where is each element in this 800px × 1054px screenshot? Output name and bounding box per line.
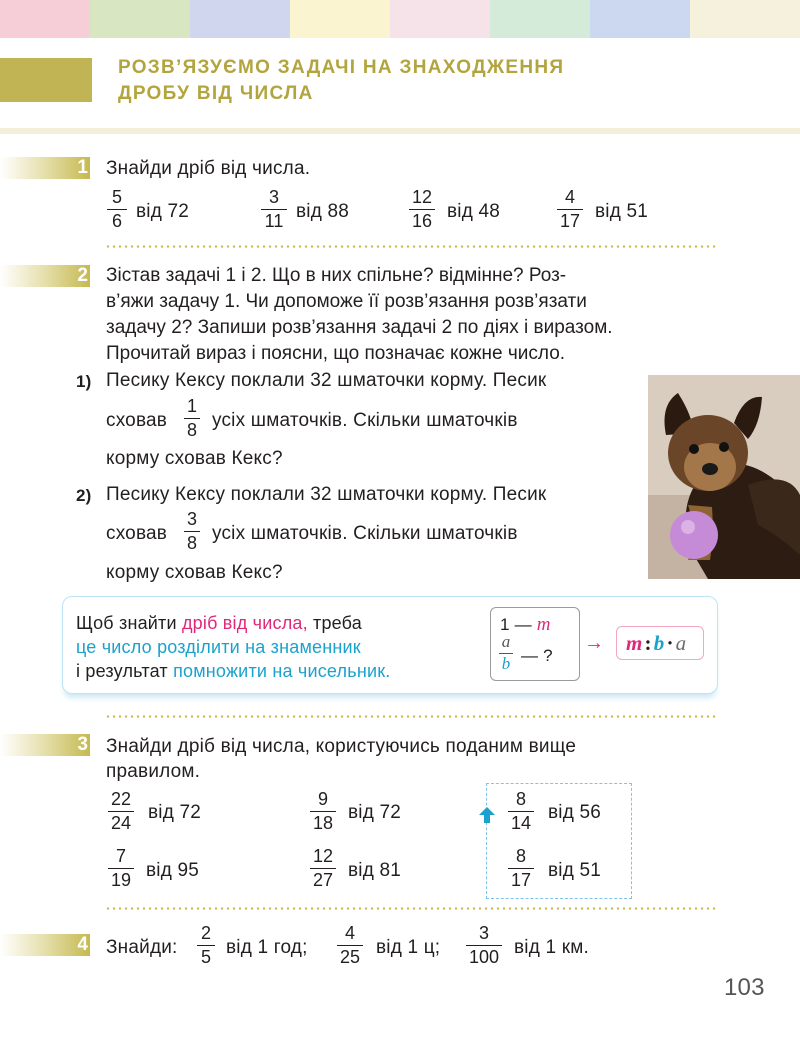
page-title-line-2: ДРОБУ ВІД ЧИСЛА [118,83,314,104]
task-3-fraction-2-denominator: 18 [312,813,334,834]
task-3-item-3-text: від 56 [548,802,602,823]
task-2-line-2: в’яжи задачу 1. Чи допоможе її розв’язання розв’язати [106,291,587,312]
task-4-fraction-3-numerator: 3 [478,923,489,943]
arrow-up-icon [478,806,496,824]
top-stripe-8 [690,0,800,38]
title-band [0,58,92,102]
task-3-fraction-6-numerator: 8 [515,846,526,866]
subtask-2-line-3: корму сховав Кекс? [106,562,283,583]
dotted-divider-3 [105,907,717,910]
page-title-line-1: РОЗВ’ЯЗУЄМО ЗАДАЧІ НА ЗНАХОДЖЕННЯ [118,57,565,78]
task-3-fraction-5-denominator: 27 [312,870,334,891]
arrow-right-icon: → [584,632,605,654]
scheme-row-2 [521,643,553,669]
top-stripe-4 [290,0,390,38]
task-1-fraction-3-denominator: 16 [411,211,433,232]
task-4-fraction-2-numerator: 4 [344,923,355,943]
task-3-item-5-text: від 81 [348,860,402,881]
task-1-fraction-2 [261,187,287,231]
subtask-2-fraction [184,509,200,553]
rule-highlight-multiply: помножити на чисельник. [173,661,391,681]
subtask-1-before: сховав [106,410,168,431]
task-3-fraction-3 [508,789,534,833]
subtask-2-line-1: Песику Кексу поклали 32 шматочки корму. Песик [106,484,547,505]
task-1-item-4-text: від 51 [595,201,649,222]
task-1-fraction-4 [557,187,583,231]
task-3-fraction-4-numerator: 7 [115,846,126,866]
task-1-item-3-text: від 48 [447,201,501,222]
top-stripe-3 [190,0,290,38]
task-1-fraction-1-denominator: 6 [111,211,122,232]
task-2-line-3: задачу 2? Запиши розв’язання задачі 2 по діях і виразом. [106,317,613,338]
task-3-fraction-3-denominator: 14 [510,813,532,834]
task-1-prompt: Знайди дріб від числа. [106,158,311,179]
task-3-fraction-6-denominator: 17 [510,870,532,891]
scheme-dash-2: — [521,646,539,665]
task-3-item-2-text: від 72 [348,802,402,823]
scheme-fraction-b: b [501,654,511,674]
task-3-line-2: правилом. [106,761,201,782]
rule-line-3-start: і результат [76,661,174,681]
subtask-1-fraction [184,396,200,440]
task-2-line-4: Прочитай вираз і поясни, що позначає кожне число. [106,343,566,364]
task-3-item-1-text: від 72 [148,802,202,823]
task-2-line-1: Зістав задачі 1 і 2. Що в них спільне? відмінне? Роз- [106,265,567,286]
task-4-fraction-3-denominator: 100 [468,947,500,968]
formula-colon: : [644,631,652,655]
title-rule [0,128,800,134]
scheme-fraction-a: a [501,632,511,651]
dotted-divider-2 [105,715,717,718]
task-2-number: 2 [77,265,88,286]
task-3-item-4-text: від 95 [146,860,200,881]
task-4-item-2-text: від 1 ц; [376,937,441,958]
task-1-item-1-text: від 72 [136,201,190,222]
formula [626,630,686,656]
task-4-fraction-2 [337,923,363,967]
task-4-item-3-text: від 1 км. [514,937,589,958]
top-stripe-5 [390,0,490,38]
top-stripe-1 [0,0,90,38]
task-3-fraction-6 [508,846,534,890]
subtask-2-before: сховав [106,523,168,544]
top-stripe-7 [590,0,690,38]
page-number: 103 [724,974,765,1001]
puppy-photo [648,375,800,579]
task-4-fraction-1-denominator: 5 [200,947,211,968]
task-4-item-1-text: від 1 год; [226,937,308,958]
scheme-dash-1: — [514,615,532,634]
rule-line-2: це число розділити на знаменник [76,637,361,657]
task-3-fraction-2-numerator: 9 [317,789,328,809]
scheme-question: ? [543,646,553,665]
dotted-divider-1 [105,245,717,248]
puppy-illustration [648,375,800,579]
subtask-1-after: усіх шматочків. Скільки шматочків [212,410,518,431]
top-stripe-6 [490,0,590,38]
task-3-fraction-1-denominator: 24 [110,813,132,834]
task-4-fraction-1 [197,923,215,967]
task-4-fraction-3 [466,923,502,967]
subtask-2-fraction-denominator: 8 [186,533,197,554]
task-3-fraction-1 [108,789,134,833]
subtask-1-label: 1) [76,372,92,391]
task-3-fraction-1-numerator: 22 [110,789,132,809]
task-1-fraction-1-numerator: 5 [111,187,122,207]
scheme-one: 1 [500,615,510,634]
formula-m: m [626,631,643,655]
subtask-1-line-3: корму сховав Кекс? [106,448,283,469]
task-3-fraction-5 [310,846,336,890]
subtask-2-label: 2) [76,486,92,505]
task-3-fraction-4 [108,846,134,890]
task-1-fraction-3 [409,187,435,231]
scheme-fraction [499,633,513,673]
rule-line-1 [76,610,362,636]
task-1-number: 1 [77,157,88,178]
rule-line-3 [76,658,391,684]
formula-a: a [675,631,687,655]
task-3-item-6-text: від 51 [548,860,602,881]
subtask-1-fraction-numerator: 1 [186,396,197,416]
task-4-fraction-1-numerator: 2 [200,923,211,943]
task-3-line-1: Знайди дріб від числа, користуючись поданим вище [106,736,577,757]
task-3-number: 3 [77,734,88,755]
subtask-2-fraction-numerator: 3 [186,509,197,529]
task-1-item-2-text: від 88 [296,201,350,222]
formula-dot: · [666,631,674,655]
task-3-fraction-3-numerator: 8 [515,789,526,809]
task-1-fraction-2-denominator: 11 [264,211,284,232]
task-4-fraction-2-denominator: 25 [339,947,361,968]
rule-line-1-start: Щоб знайти [76,613,182,633]
rule-highlight-fraction-of-number: дріб від числа, [181,613,308,633]
task-1-fraction-3-numerator: 12 [411,187,433,207]
subtask-1-line-1: Песику Кексу поклали 32 шматочки корму. Песик [106,370,547,391]
task-4-number: 4 [77,934,88,955]
formula-b: b [653,631,665,655]
task-3-fraction-5-numerator: 12 [312,846,334,866]
subtask-2-after: усіх шматочків. Скільки шматочків [212,523,518,544]
task-1-fraction-4-denominator: 17 [559,211,581,232]
rule-line-1-end: треба [307,613,362,633]
page-title [118,55,564,107]
task-2-text [106,263,716,367]
top-stripe-2 [90,0,190,38]
task-1-fraction-2-numerator: 3 [268,187,279,207]
subtask-1-fraction-denominator: 8 [186,420,197,441]
task-3-fraction-4-denominator: 19 [110,870,132,891]
task-1-fraction-1 [107,187,127,231]
task-4-prefix: Знайди: [106,937,178,958]
task-3-fraction-2 [310,789,336,833]
scheme-m: m [536,614,551,635]
task-1-fraction-4-numerator: 4 [564,187,575,207]
